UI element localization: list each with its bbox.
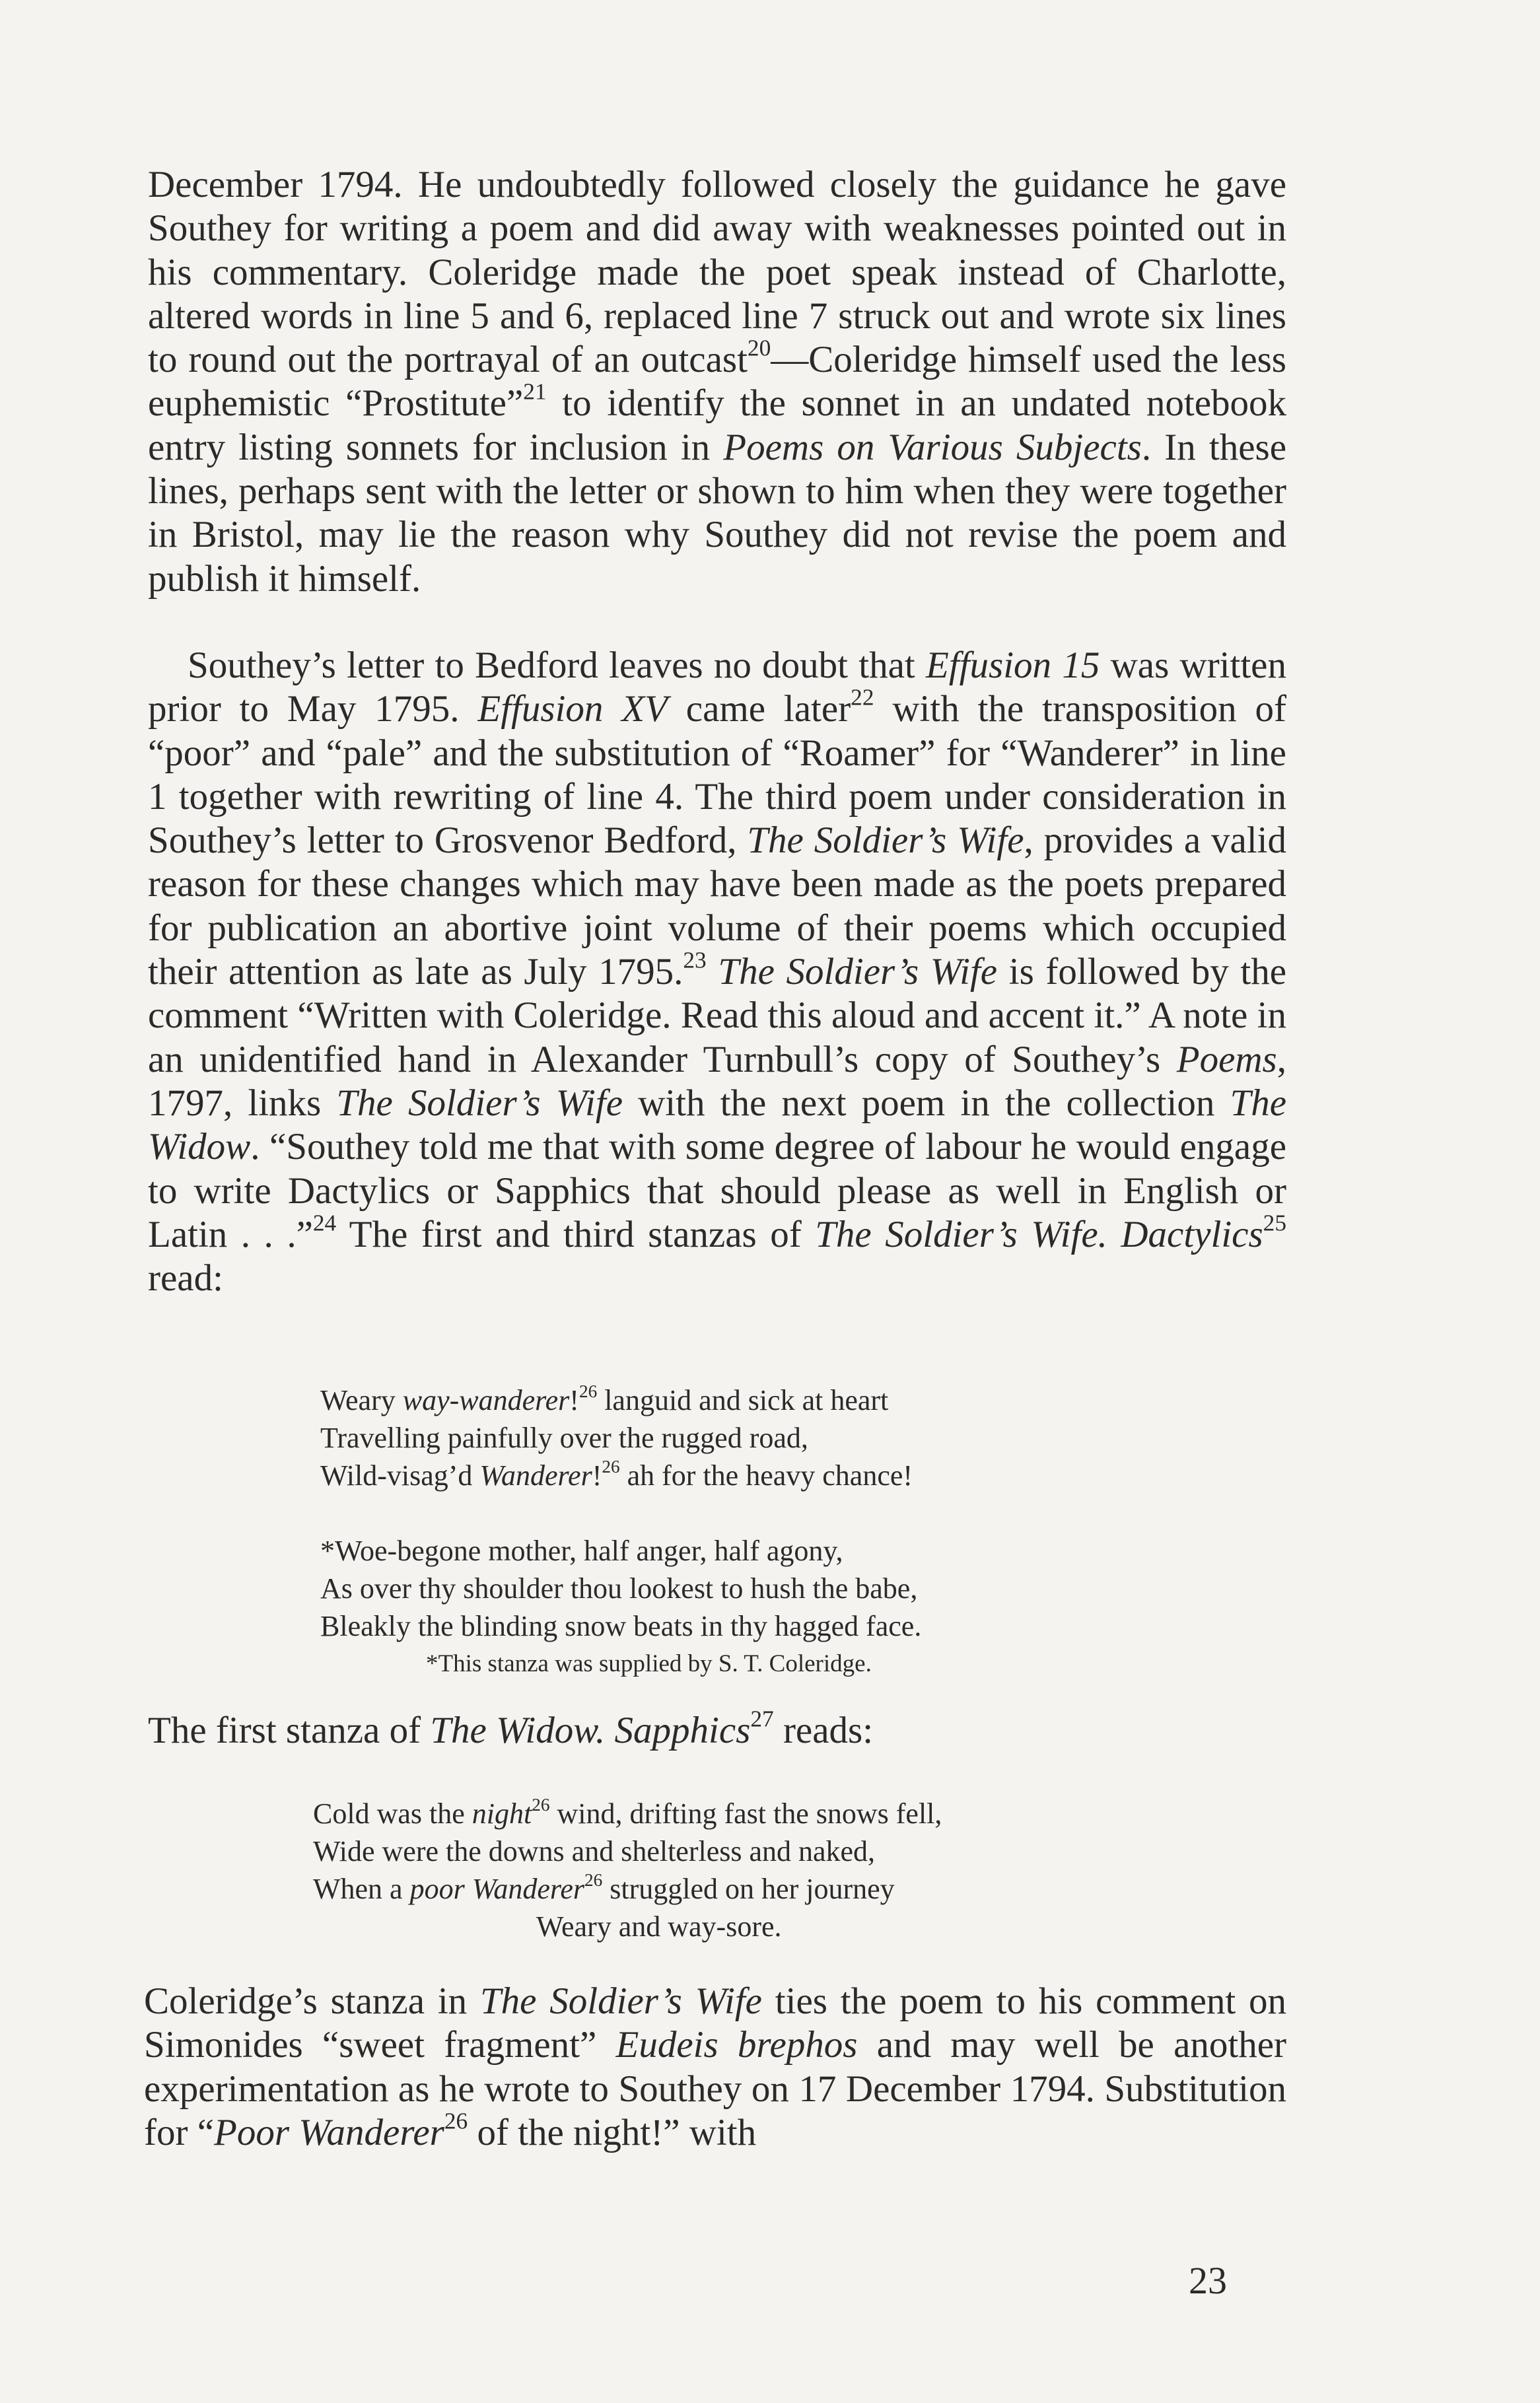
footnote-ref-22: 22 xyxy=(851,684,874,711)
widow-intro: The first stanza of The Widow. Sapphics$^{27}$ reads: xyxy=(148,1706,874,1751)
verse-line: Wild-visag’d Wanderer!$^{26}$ ah for the heavy chance! xyxy=(320,1456,913,1492)
paragraph-1: December 1794. He undoubtedly followed closely the guidance he gave Southey for writing a poem and did away with weaknesses pointed out in his commentary. Coleridge made the poet speak instead of Charlotte, altered words in line 5 and 6, replaced line 7 struck out and wrote six lines to round out the portrayal of an outcast$^{20}$—Coleridge himself used the less euphemistic “Prostitute”$^{21}$ to identify the sonnet in an undated notebook entry listing sonnets for inclusion in Poems on Various Subjects. In these lines, perhaps sent with the letter or shown to him when they were together in Bristol, may lie the reason why Southey did not revise the poem and publish it himself. xyxy=(148,164,1286,600)
verse-line: *Woe-begone mother, half anger, half agony, xyxy=(320,1535,843,1567)
verse-line: Travelling painfully over the rugged road, xyxy=(320,1422,808,1454)
paragraph-2: Southey’s letter to Bedford leaves no doubt that Effusion 15 was written prior to May 1795. Effusion XV came later$^{22}$ with the transposition of “poor” and “pale” and the substitution of “Roamer” for “Wanderer” in line 1 together with rewriting of line 4. The third poem under consideration in Southey’s letter to Grosvenor Bedford, The Soldier’s Wife, provides a valid reason for these changes which may have been made as the poets prepared for publication an abortive joint volume of their poems which occupied their attention as late as July 1795.23 The Soldier’s Wife is followed by the comment “Written with Coleridge. Read this aloud and accent it.” A note in an unidentified hand in Alexander Turnbull’s copy of Southey’s Poems, 1797, links The Soldier’s Wife with the next poem in the collection The Widow. “Southey told me that with some degree of labour he would engage to write Dactylics or Sapphics that should please as well in English or Latin . . .”$^{24}$ The first and third stanzas of The Soldier’s Wife. Dactylics$^{25}$ read: xyxy=(148,644,1287,1300)
verse-the-widow xyxy=(313,1795,942,1945)
verse-line: Bleakly the blinding snow beats in thy hagged face. xyxy=(320,1610,922,1642)
stanza-footnote: *This stanza was supplied by S. T. Coleridge. xyxy=(426,1650,872,1677)
footnote-ref-23: 23 xyxy=(683,947,707,973)
verse-line: Wide were the downs and shelterless and naked, xyxy=(313,1835,876,1867)
footnote-ref-26: 26 xyxy=(444,2108,468,2134)
verse-line: Cold was the night$^{26}$ wind, drifting fast the snows fell, xyxy=(313,1794,942,1830)
verse-soldiers-wife xyxy=(320,1381,921,1683)
page-number: 23 xyxy=(1189,2259,1227,2302)
footnote-ref-21: 21 xyxy=(523,378,547,405)
paragraph-3: Coleridge’s stanza in The Soldier’s Wife ties the poem to his comment on Simonides “sweet fragment” Eudeis brephos and may well be another experimentation as he wrote to Southey on 17 December 1794. Substitution for “Poor Wanderer$^{26}$ of the night!” with xyxy=(144,1980,1287,2153)
footnote-ref-20: 20 xyxy=(747,335,771,361)
verse-line: As over thy shoulder thou lookest to hush the babe, xyxy=(320,1572,918,1605)
verse-line: When a poor Wanderer$^{26}$ struggled on her journey xyxy=(313,1869,895,1905)
footnote-ref-27: 27 xyxy=(750,1706,774,1732)
verse-line: Weary and way-sore. xyxy=(536,1910,782,1943)
footnote-ref-25: 25 xyxy=(1263,1210,1286,1236)
verse-line: Weary way-wanderer!$^{26}$ languid and sick at heart xyxy=(320,1381,889,1416)
footnote-ref-24: 24 xyxy=(312,1210,337,1236)
